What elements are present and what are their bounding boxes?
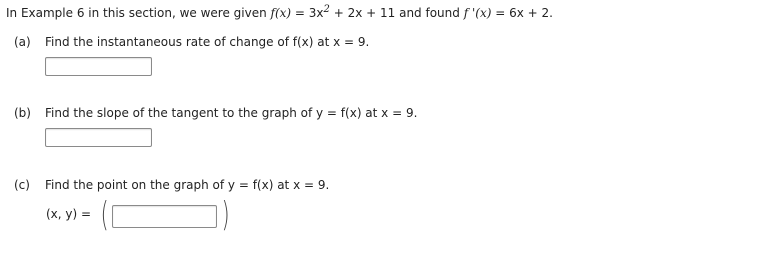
equation-rest: + 2x + 11 and found: [329, 6, 464, 20]
answer-a-input[interactable]: [45, 57, 152, 76]
question-c: [14, 178, 329, 192]
equation-part: = 3x: [291, 6, 324, 20]
question-a-label: (a): [14, 35, 31, 49]
question-b-text: Find the slope of the tangent to the graph of y = f(x) at x = 9.: [45, 106, 418, 120]
coordinate-pair-label: (x, y) =: [46, 207, 92, 221]
question-c-label: (c): [14, 178, 30, 192]
answer-b-input[interactable]: [45, 128, 152, 147]
question-b: [14, 106, 417, 120]
question-c-text: Find the point on the graph of y = f(x) at x = 9.: [45, 178, 330, 192]
fx-label: f(x): [270, 6, 292, 20]
problem-statement: [6, 3, 553, 20]
question-b-label: (b): [14, 106, 31, 120]
derivative-equation: = 6x + 2.: [491, 6, 553, 20]
right-parenthesis: ): [221, 195, 230, 235]
question-a-text: Find the instantaneous rate of change of f(x) at x = 9.: [45, 35, 370, 49]
question-a: [14, 35, 369, 49]
fprime-label: f '(x): [463, 6, 492, 20]
exponent: 2: [323, 4, 330, 15]
intro-text: In Example 6 in this section, we were given: [6, 6, 271, 20]
answer-c-input[interactable]: [112, 205, 217, 228]
left-parenthesis: (: [100, 195, 109, 235]
